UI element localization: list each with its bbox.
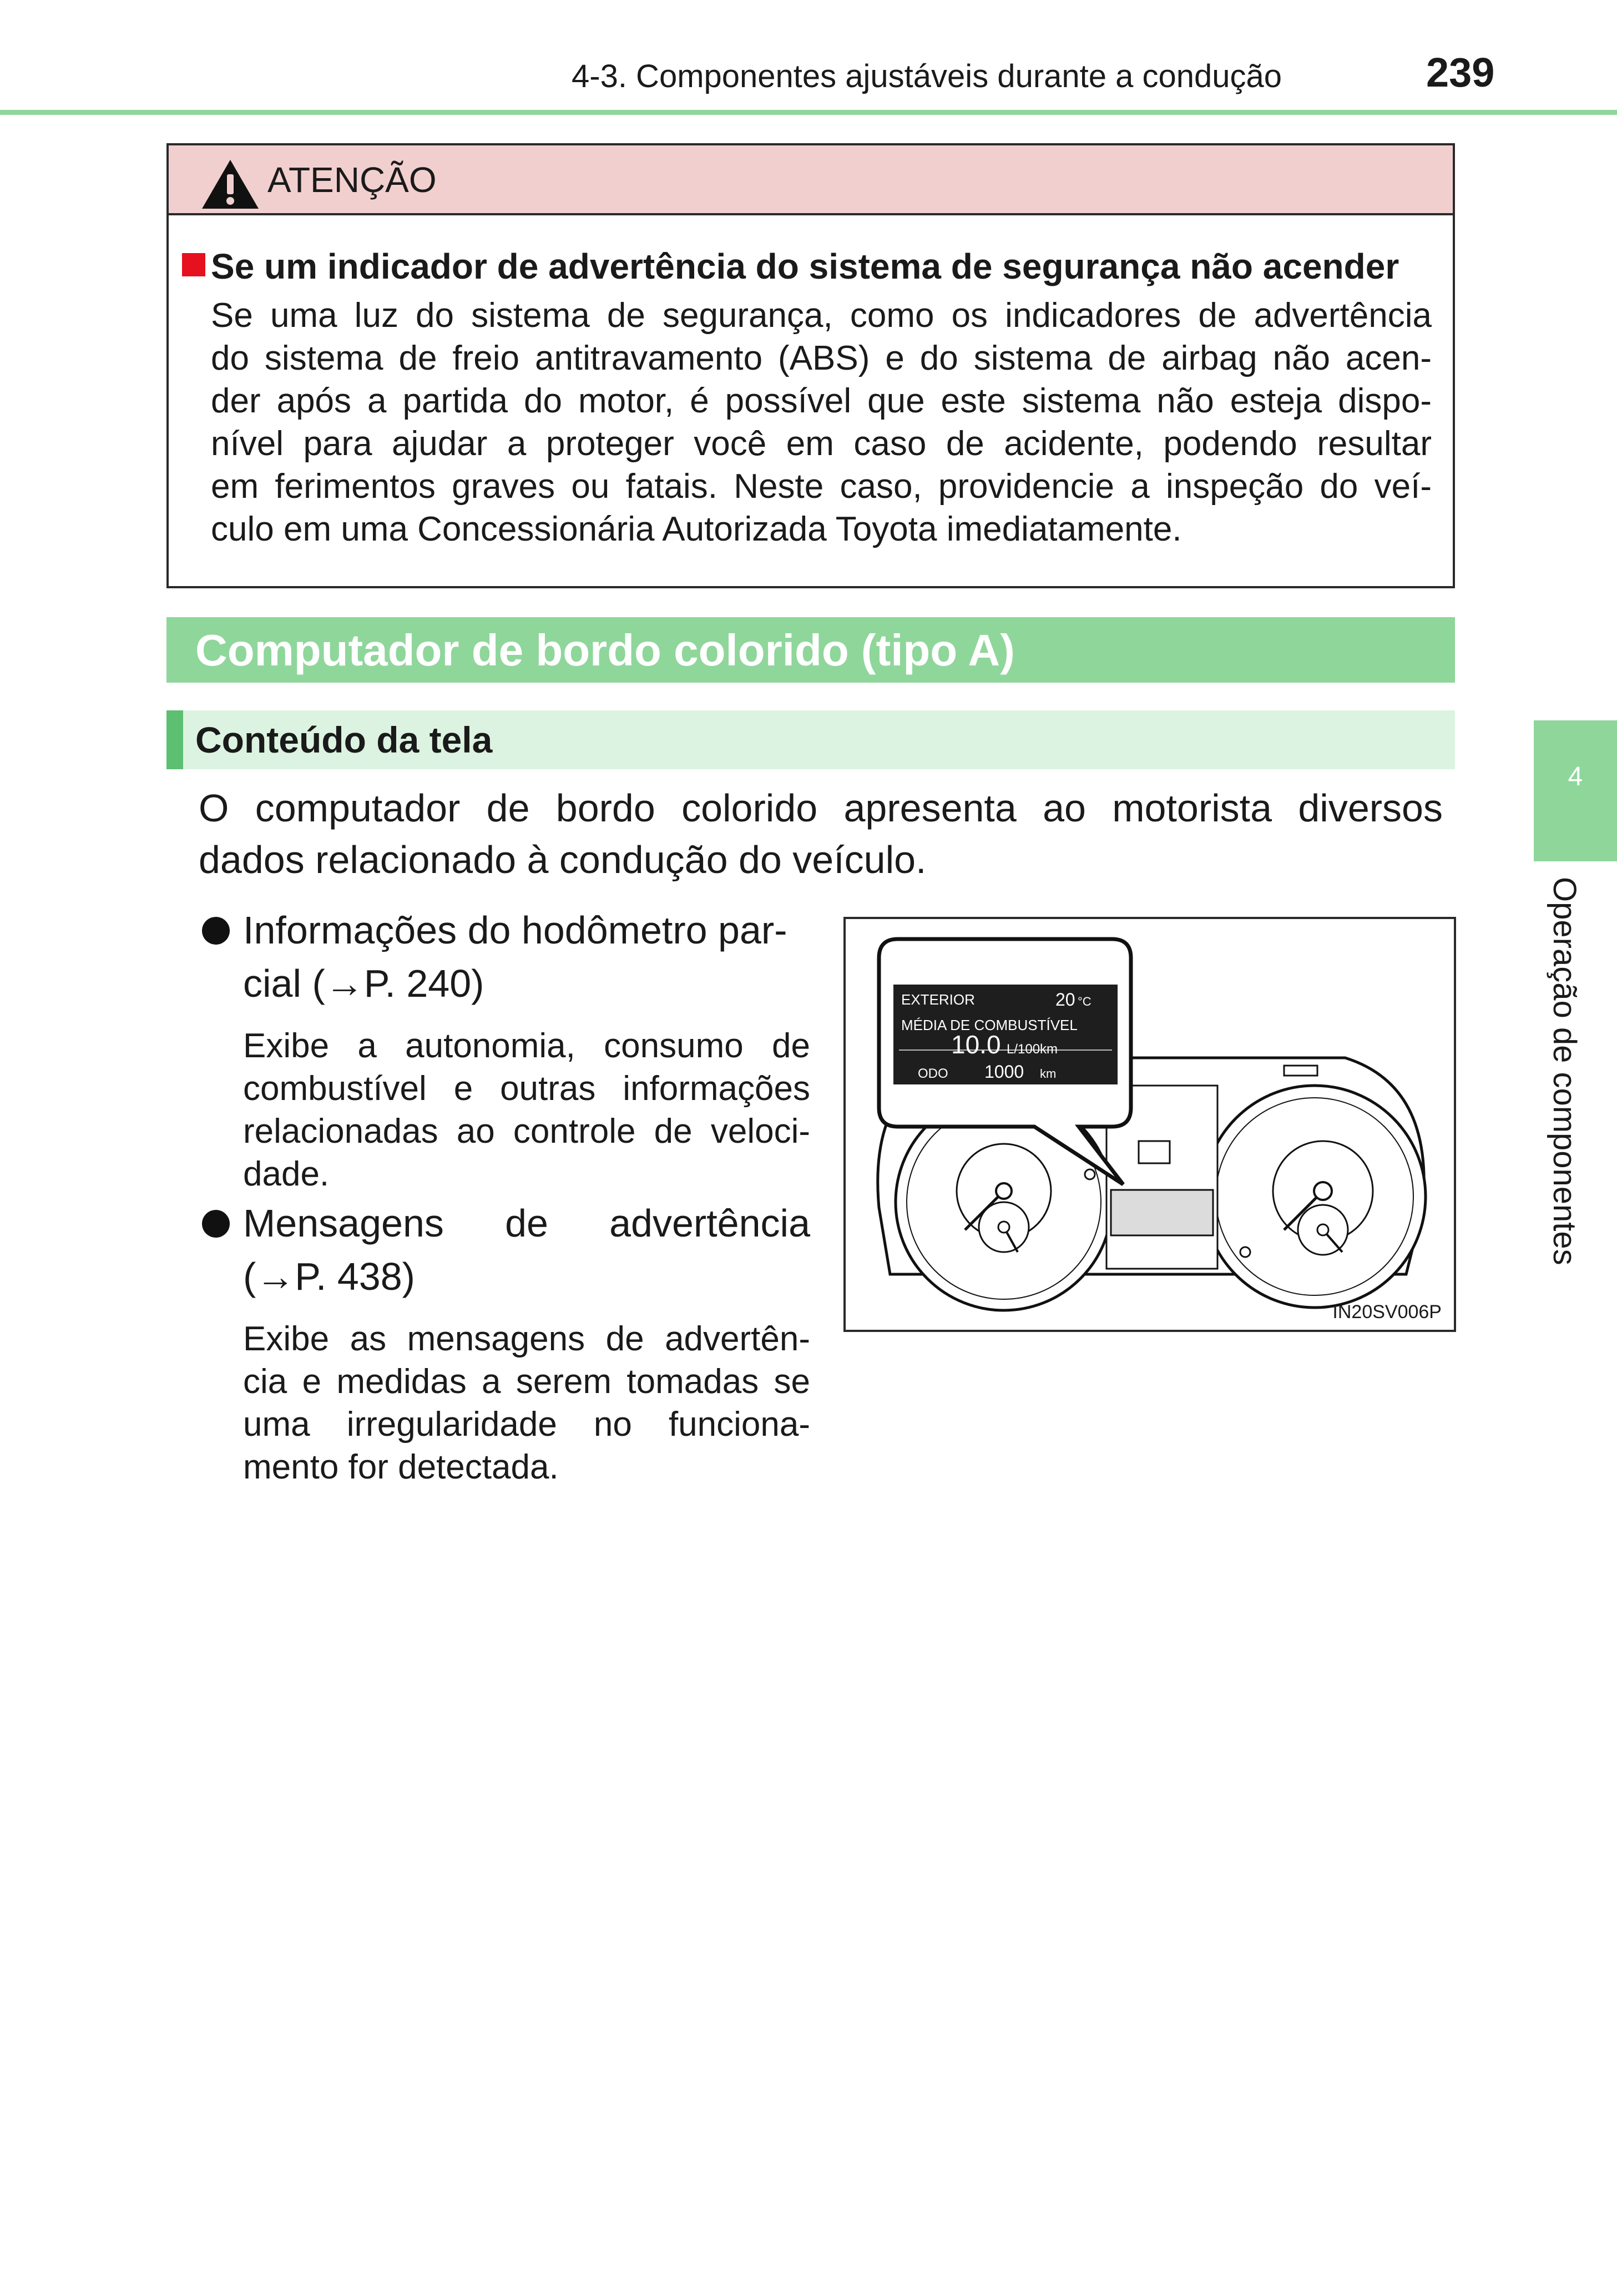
intro-line: dados relacionado à condução do veículo.: [199, 838, 927, 881]
intro-paragraph: [199, 783, 1443, 886]
bullet-title-line: (→P. 438): [243, 1255, 415, 1298]
display-odo-value: 1000: [984, 1062, 1024, 1082]
display-exterior-unit: °C: [1078, 995, 1092, 1008]
section-title-bar: [166, 617, 1455, 683]
display-fuel-label: MÉDIA DE COMBUSTÍVEL: [901, 1017, 1078, 1033]
figure-code: IN20SV006P: [1332, 1301, 1442, 1323]
bullet-desc-line: dade.: [243, 1155, 330, 1193]
bullet-desc-line: Exibe as mensagens de advertên-: [243, 1320, 810, 1358]
bullet-dot: [202, 917, 230, 945]
subsection-accent: [166, 710, 183, 769]
bullet-dot: [202, 1210, 230, 1238]
header-divider: [0, 110, 1617, 115]
intro-line: O computador de bordo colorido apresenta ao motorista diversos: [199, 786, 1443, 830]
attention-line: der após a partida do motor, é possível que este sistema não esteja dispo-: [211, 382, 1432, 420]
bullet-desc-line: combustível e outras informações: [243, 1069, 810, 1108]
attention-body: [211, 294, 1432, 551]
attention-line: em ferimentos graves ou fatais. Neste caso, providencie a inspeção do veí-: [211, 467, 1432, 506]
instrument-cluster-illustration: [846, 919, 1454, 1330]
display-fuel-value: 10.0: [951, 1030, 1001, 1059]
bullet-title: [243, 904, 810, 1010]
bullet-title-line: Mensagens de advertência: [243, 1202, 810, 1245]
display-odo-unit: km: [1040, 1067, 1057, 1081]
attention-header: [169, 145, 1453, 215]
chapter-number: 4: [1568, 762, 1583, 791]
bullet-desc-line: uma irregularidade no funciona-: [243, 1405, 810, 1444]
bullet-desc-line: mento for detectada.: [243, 1448, 559, 1486]
red-square-marker: [182, 253, 205, 276]
subsection-title: Conteúdo da tela: [195, 719, 493, 760]
bullet-title-line: Informações do hodômetro par-: [243, 909, 787, 952]
chapter-label-container: [1530, 877, 1597, 1299]
bullet-desc-line: cia e medidas a serem tomadas se: [243, 1363, 810, 1401]
bullet-title: [243, 1197, 810, 1303]
bullet-desc-line: relacionadas ao controle de veloci-: [243, 1112, 810, 1150]
subsection-bar: [166, 710, 1455, 769]
warning-triangle-icon: [200, 158, 261, 211]
attention-label: ATENÇÃO: [267, 160, 437, 200]
bullet-description: [243, 1318, 810, 1488]
chapter-tab: [1534, 720, 1617, 861]
attention-line: nível para ajudar a proteger você em caso de acidente, podendo resultar: [211, 425, 1432, 463]
bullet-description: [243, 1025, 810, 1195]
attention-subtitle: Se um indicador de advertência do sistema de segurança não acender: [211, 246, 1399, 286]
attention-line: culo em uma Concessionária Autorizada Toyota imediatamente.: [211, 510, 1182, 548]
instrument-cluster-figure: [843, 917, 1456, 1332]
attention-line: do sistema de freio antitravamento (ABS) e do sistema de airbag não acen-: [211, 339, 1432, 377]
section-title: Computador de bordo colorido (tipo A): [195, 625, 1015, 675]
display-exterior-value: 20: [1055, 990, 1075, 1010]
page-number: 239: [1426, 49, 1495, 95]
bullet-title-line: cial (→P. 240): [243, 962, 484, 1005]
header-section-title: 4-3. Componentes ajustáveis durante a condução: [572, 58, 1282, 94]
bullet-desc-line: Exibe a autonomia, consumo de: [243, 1027, 810, 1065]
display-exterior-label: EXTERIOR: [901, 991, 975, 1008]
attention-box: [166, 143, 1455, 588]
display-odo-label: ODO: [918, 1066, 948, 1081]
chapter-label: Operação de componentes: [1547, 877, 1583, 1265]
attention-line: Se uma luz do sistema de segurança, como os indicadores de advertência: [211, 296, 1432, 335]
display-fuel-unit: L/100km: [1007, 1042, 1058, 1057]
